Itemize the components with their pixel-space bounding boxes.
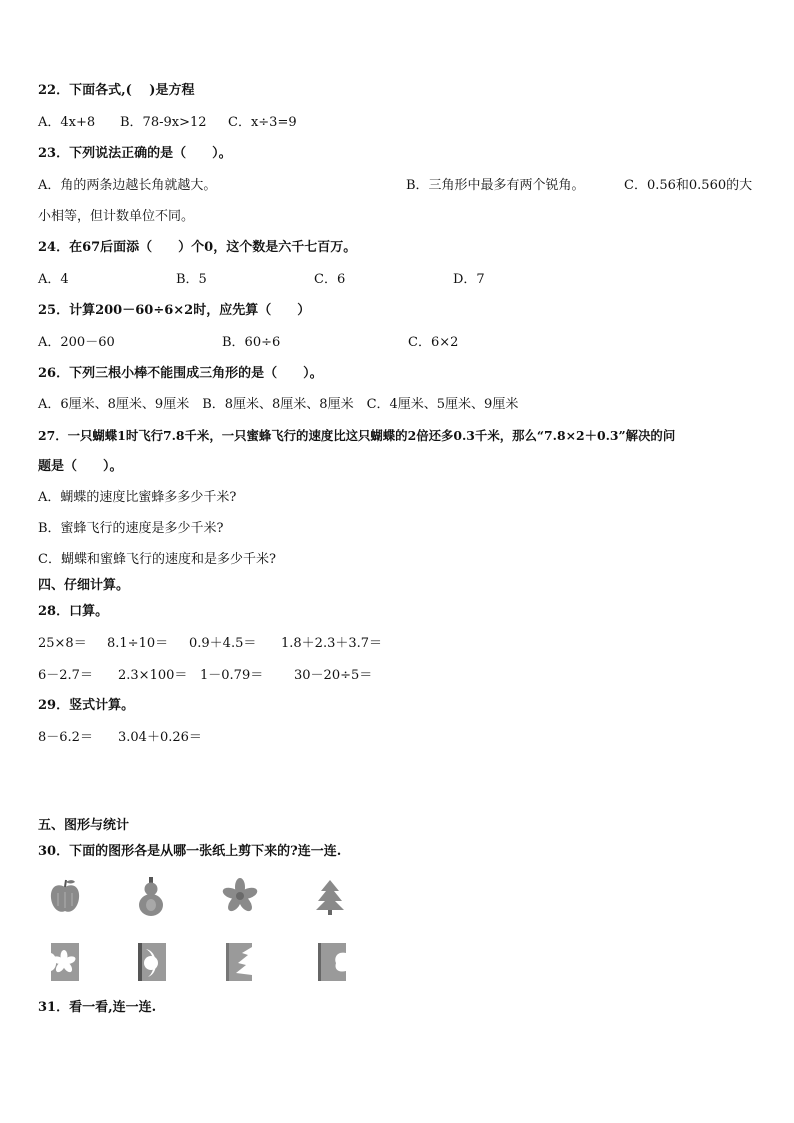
q24-option-d: D．7	[453, 272, 485, 287]
q25-option-b: B．60÷6	[222, 335, 281, 350]
q25-option-c: C．6×2	[408, 335, 459, 350]
q28-r1-item3: 0.9＋4.5＝	[189, 636, 257, 651]
tree-icon	[314, 878, 346, 916]
q22-stem: 22．下面各式,( )是方程	[38, 83, 195, 98]
q28-r2-item1: 6－2.7＝	[38, 668, 93, 683]
apple-icon	[48, 878, 82, 916]
q23-option-b: B．三角形中最多有两个锐角。	[406, 178, 585, 193]
q28-r1-item2: 8.1÷10＝	[107, 636, 169, 651]
q24-option-b: B．5	[176, 272, 207, 287]
q27-option-a: A．蝴蝶的速度比蜜蜂多多少千米?	[38, 490, 237, 505]
q29-item2: 3.04＋0.26＝	[118, 730, 202, 745]
q24-option-a: A．4	[38, 272, 69, 287]
q22-option-c: C．x÷3=9	[228, 115, 297, 130]
q31-stem: 31．看一看,连一连.	[38, 1000, 157, 1015]
q23-option-c: C．0.56和0.560的大	[624, 178, 753, 193]
q22-option-a: A．4x+8	[38, 115, 96, 130]
paper-cut-apple	[316, 941, 348, 983]
q22-option-b: B．78-9x>12	[120, 115, 207, 130]
q25-option-a: A．200－60	[38, 335, 115, 350]
q28-r1-item1: 25×8＝	[38, 636, 87, 651]
q28-r2-item2: 2.3×100＝	[118, 668, 188, 683]
q27-stem-line2: 题是（ ）。	[38, 459, 123, 474]
q23-option-a: A．角的两条边越长角就越大。	[38, 178, 217, 193]
paper-cut-flower	[48, 941, 82, 983]
q25-stem: 25．计算200－60÷6×2时，应先算（ ）	[38, 303, 311, 318]
q28-r2-item4: 30－20÷5＝	[294, 668, 373, 683]
q28-stem: 28．口算。	[38, 604, 109, 619]
q27-stem-line1: 27．一只蝴蝶1时飞行7.8千米，一只蜜蜂飞行的速度比这只蝴蝶的2倍还多0.3千米，那么“7.8×2＋0.3”解决的问	[38, 428, 676, 443]
q24-stem: 24．在67后面添（ ）个0，这个数是六千七百万。	[38, 240, 357, 255]
q27-option-c: C．蝴蝶和蜜蜂飞行的速度和是多少千米?	[38, 552, 276, 567]
q24-option-c: C．6	[314, 272, 346, 287]
q29-stem: 29．竖式计算。	[38, 698, 135, 713]
paper-cut-gourd	[136, 941, 168, 983]
q23-stem: 23．下列说法正确的是（ ）。	[38, 146, 232, 161]
section-5-heading: 五、图形与统计	[38, 818, 130, 833]
q28-r1-item4: 1.8＋2.3＋3.7＝	[281, 636, 383, 651]
q27-option-b: B．蜜蜂飞行的速度是多少千米?	[38, 521, 224, 536]
q26-stem: 26．下列三根小棒不能围成三角形的是（ ）。	[38, 366, 323, 381]
q28-r2-item3: 1－0.79＝	[200, 668, 264, 683]
q23-option-c-continued: 小相等，但计数单位不同。	[38, 209, 195, 224]
q26-options: A．6厘米、8厘米、9厘米 B．8厘米、8厘米、8厘米 C．4厘米、5厘米、9厘米	[38, 397, 519, 412]
section-4-heading: 四、仔细计算。	[38, 578, 130, 593]
paper-cut-tree	[222, 941, 254, 983]
gourd-icon	[136, 876, 166, 918]
flower-icon	[220, 878, 260, 914]
q30-stem: 30．下面的图形各是从哪一张纸上剪下来的?连一连.	[38, 844, 342, 859]
q29-item1: 8－6.2＝	[38, 730, 93, 745]
